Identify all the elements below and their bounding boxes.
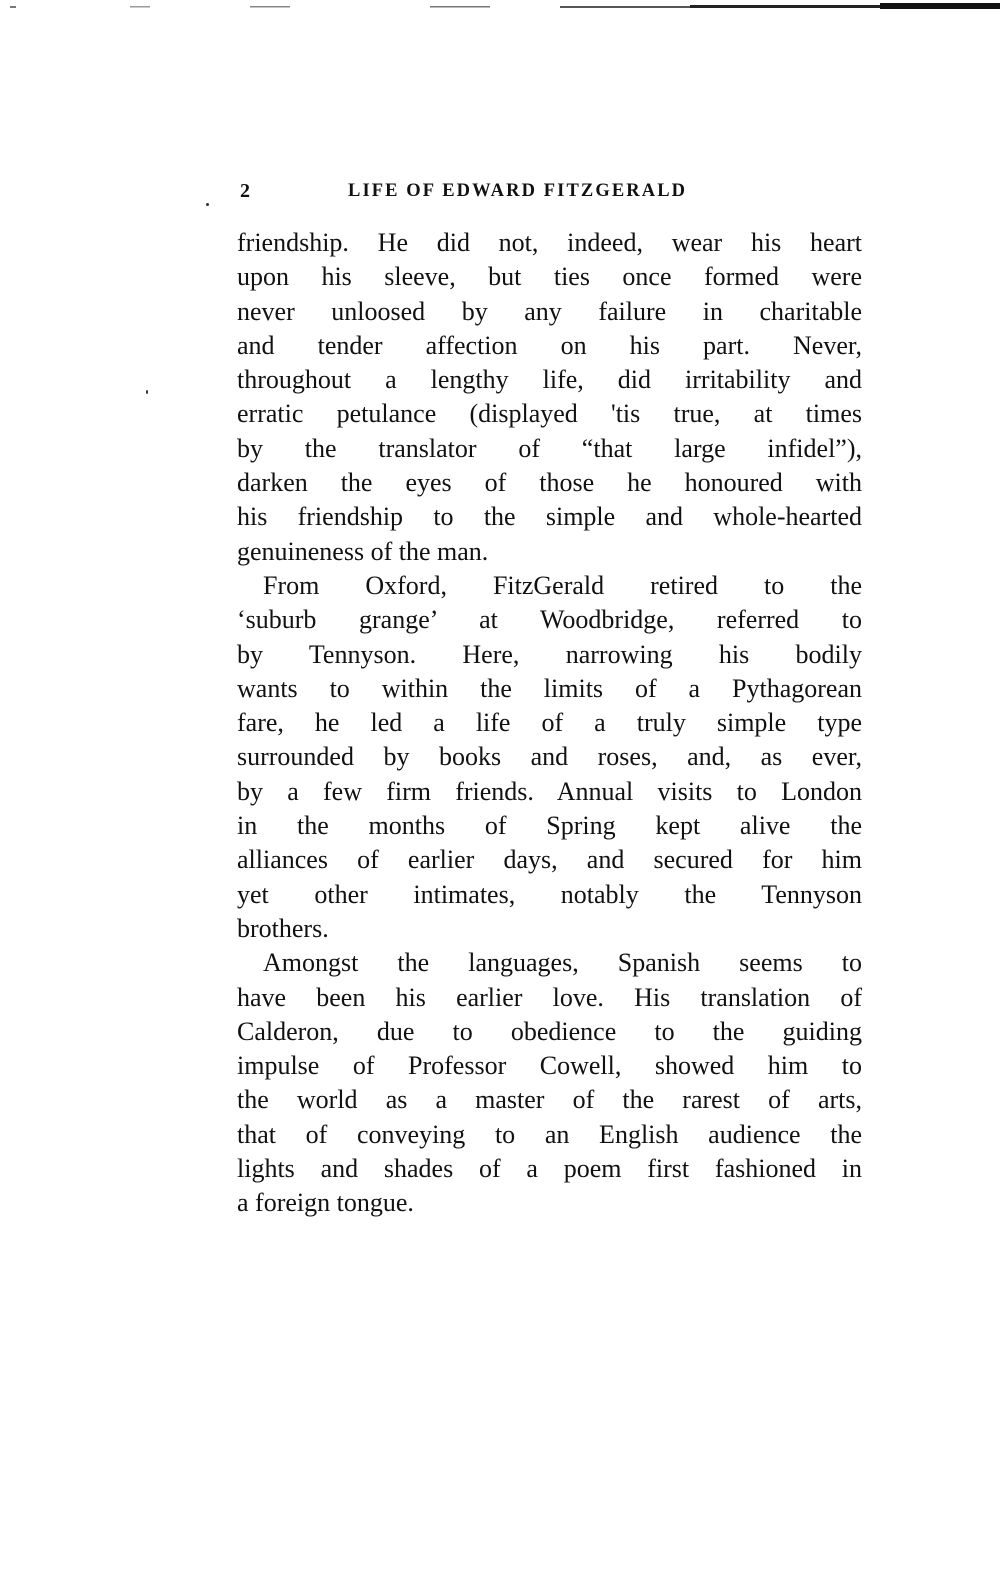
text-line: the world as a master of the rarest of arts, xyxy=(237,1085,862,1115)
text-line: genuineness of the man. xyxy=(237,536,489,566)
running-head xyxy=(240,180,865,206)
scan-edge-artifact xyxy=(0,0,1000,14)
text-line: in the months of Spring kept alive the xyxy=(237,811,862,841)
text-line: by the translator of “that large infidel”), xyxy=(237,433,862,463)
text-line: erratic petulance (displayed 'tis true, at times xyxy=(237,399,862,429)
text-line: wants to within the limits of a Pythagorean xyxy=(237,673,862,703)
page-number: 2 xyxy=(240,180,250,202)
text-line: that of conveying to an English audience the xyxy=(237,1119,862,1149)
margin-speck xyxy=(206,203,209,206)
margin-speck xyxy=(146,390,148,394)
text-line: darken the eyes of those he honoured with xyxy=(237,468,862,498)
text-line: impulse of Professor Cowell, showed him to xyxy=(237,1051,862,1081)
text-line: friendship. He did not, indeed, wear his heart xyxy=(237,228,862,257)
paragraph xyxy=(237,946,862,1220)
text-line: From Oxford, FitzGerald retired to the xyxy=(263,570,862,600)
text-line: ‘suburb grange’ at Woodbridge, referred to xyxy=(237,605,862,635)
text-line: alliances of earlier days, and secured for him xyxy=(237,845,862,875)
text-line: by a few firm friends. Annual visits to London xyxy=(237,776,862,806)
text-line: Calderon, due to obedience to the guiding xyxy=(237,1016,862,1046)
paragraph xyxy=(237,226,862,569)
text-line: upon his sleeve, but ties once formed were xyxy=(237,262,862,292)
text-line: Amongst the languages, Spanish seems to xyxy=(263,948,862,978)
text-line: brothers. xyxy=(237,913,329,943)
text-line: lights and shades of a poem first fashioned in xyxy=(237,1154,862,1184)
text-line: never unloosed by any failure in charitable xyxy=(237,296,862,326)
text-line: and tender affection on his part. Never, xyxy=(237,330,862,360)
running-title: LIFE OF EDWARD FITZGERALD xyxy=(348,181,688,201)
text-line: his friendship to the simple and whole-hearted xyxy=(237,502,862,532)
text-line: by Tennyson. Here, narrowing his bodily xyxy=(237,639,862,669)
body-text xyxy=(237,226,862,1221)
text-line: throughout a lengthy life, did irritability and xyxy=(237,365,862,395)
text-line: a foreign tongue. xyxy=(237,1188,414,1218)
text-line: yet other intimates, notably the Tennyson xyxy=(237,879,862,909)
text-line: surrounded by books and roses, and, as ever, xyxy=(237,742,862,772)
text-line: have been his earlier love. His translation of xyxy=(237,982,862,1012)
paragraph xyxy=(237,569,862,946)
text-line: fare, he led a life of a truly simple type xyxy=(237,708,862,738)
